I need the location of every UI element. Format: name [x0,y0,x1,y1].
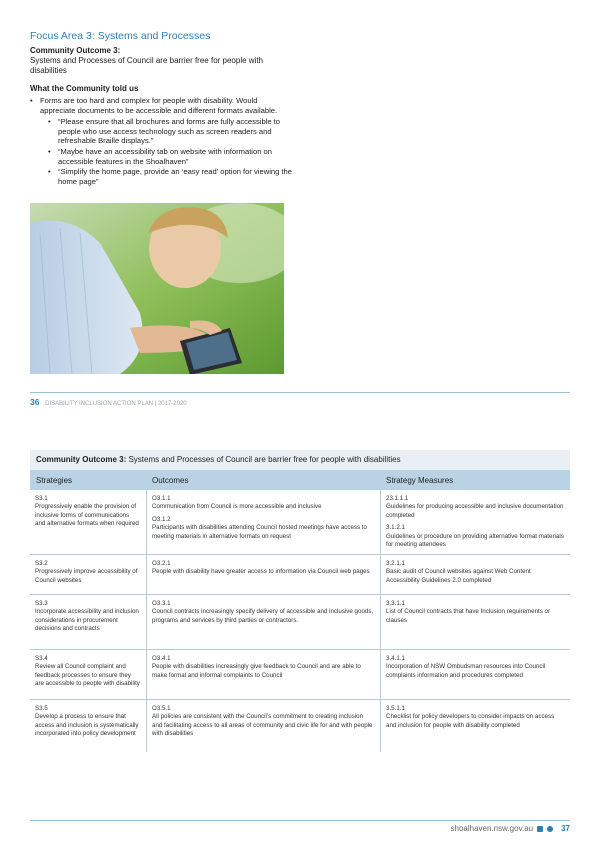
outcome-text: People with disabilities increasingly give feedback to Council and are able to make formal and informal complaints to Council [152,663,361,679]
outcome-text: All policies are consistent with the Council’s commitment to creating inclusion and facilitating access to all areas of community and civic life for and with people with disabilities [152,713,373,738]
measure-text: Basic audit of Council websites against Web Content Accessibility Guidelines 2.0 completed [386,568,531,584]
strategy-text: Progressively enable the provision of inclusive forms of communications and alternative formats when required [35,503,139,528]
measure-cell [380,700,570,752]
facebook-icon[interactable] [537,826,543,832]
header-outcomes: Outcomes [152,475,189,485]
strategy-cell [30,490,146,554]
outcome-cell [146,555,380,594]
strategy-code: S3.2 [35,560,48,567]
outcome-cell [146,595,380,649]
outcome-cell [146,650,380,699]
outcome-code: O3.5.1 [152,705,171,712]
outcome-text: Council contracts increasingly specify delivery of accessible and inclusive goods, programs and services by third parties or contractors. [152,608,374,624]
document-title: DISABILITY INCLUSION ACTION PLAN | 2017-2020 [45,401,187,407]
table-row [30,555,570,595]
community-outcome-text: Systems and Processes of Council are barrier free for people with disabilities [30,56,263,75]
page-number: 37 [561,824,570,833]
table-row [30,700,570,752]
measure-text: Checklist for policy developers to consider impacts on access and inclusion for people with disability completed [386,713,555,729]
measure-text: Incorporation of NSW Ombudsman resources into Council complaints information and procedures completed [386,663,546,679]
measure-cell [380,490,570,554]
focus-area-title: Focus Area 3: Systems and Processes [30,30,211,42]
measure-cell [380,595,570,649]
strategy-text: Progressively improve accessibility of Council websites [35,568,138,584]
table-row [30,595,570,650]
community-told-heading: What the Community told us [30,84,139,93]
measure-text: List of Council contracts that have Inclusion requirements or clauses [386,608,551,624]
measure-code: 3.3.1.1 [386,600,405,607]
feedback-quotes [48,117,295,186]
table-row [30,490,570,555]
measure-text: Guidelines or procedure on providing alternative format materials for meeting attendees [386,532,564,549]
person-using-tablet-photo [30,203,284,374]
footer-right [451,824,570,833]
measure-cell [380,555,570,594]
measure-code: 3.4.1.1 [386,655,405,662]
photo-illustration [30,203,284,374]
outcome-code: O3.1.1 [152,495,171,502]
strategy-code: S3.3 [35,600,48,607]
strategy-text: Incorporate accessibility and inclusion considerations in procurement decisions and contracts [35,608,139,633]
feedback-quote: • “Maybe have an accessibility tab on website with information on accessible features in the Shoalhaven” [48,147,295,166]
feedback-quote: • “Simplify the home page, provide an ‘easy read’ option for viewing the home page” [48,167,295,186]
strategy-cell [30,555,146,594]
outcome-text: Communication from Council is more accessible and inclusive [152,503,322,511]
table-caption [30,450,570,470]
table-caption-label: Community Outcome 3: [36,455,127,464]
website-link[interactable]: shoalhaven.nsw.gov.au [450,824,534,833]
footer-left [30,397,187,407]
strategy-code: S3.4 [35,655,48,662]
page-number: 36 [30,397,40,407]
footer-divider [30,820,570,821]
strategy-cell [30,595,146,649]
measure-code: 3.5.1.1 [386,705,405,712]
footer-divider [30,392,570,393]
table-caption-text: Systems and Processes of Council are barrier free for people with disabilities [128,455,401,464]
strategy-text: Review all Council complaint and feedback processes to ensure they are accessible to people with disability [35,663,140,688]
outcome-code: O3.4.1 [152,655,171,662]
measure-code: 3.2.1.1 [386,560,405,567]
measure-code: 3.1.2.1 [386,524,405,532]
table-row [30,650,570,700]
outcome-cell [146,490,380,554]
outcome-code: O3.2.1 [152,560,171,567]
strategy-code: S3.5 [35,705,48,712]
header-strategy-measures: Strategy Measures [386,475,454,485]
table-header [30,470,570,490]
outcome-cell [146,700,380,752]
outcome-code: O3.1.2 [152,515,171,523]
strategy-text: Develop a process to ensure that access and inclusion is systematically incorporated into policy development [35,713,139,738]
outcome-code: O3.3.1 [152,600,171,607]
focus-area-section [30,30,295,187]
strategy-code: S3.1 [35,495,48,502]
outcome-text: Participants with disabilities attending Council hosted meetings have access to meeting materials in alternative formats on request [152,524,367,540]
outcome-table [30,450,570,752]
strategy-cell [30,650,146,699]
header-strategies: Strategies [36,475,73,485]
outcome-text: People with disability have greater access to information via Council web pages [152,568,370,576]
feedback-main-text: Forms are too hard and complex for people with disability. Would appreciate documents to be accessible and different formats available. [40,96,278,115]
community-outcome-label: Community Outcome 3: [30,46,121,55]
measure-cell [380,650,570,699]
feedback-list [30,96,295,186]
strategy-cell [30,700,146,752]
feedback-quote: • “Please ensure that all brochures and forms are fully accessible to people who use access technology such as screen readers and refreshable Braille displays.” [48,117,295,146]
feedback-item [30,96,295,186]
measure-code: 23.1.1.1 [386,495,409,502]
twitter-icon[interactable] [547,826,553,832]
measure-text: Guidelines for producing accessible and inclusive documentation completed [386,503,564,519]
